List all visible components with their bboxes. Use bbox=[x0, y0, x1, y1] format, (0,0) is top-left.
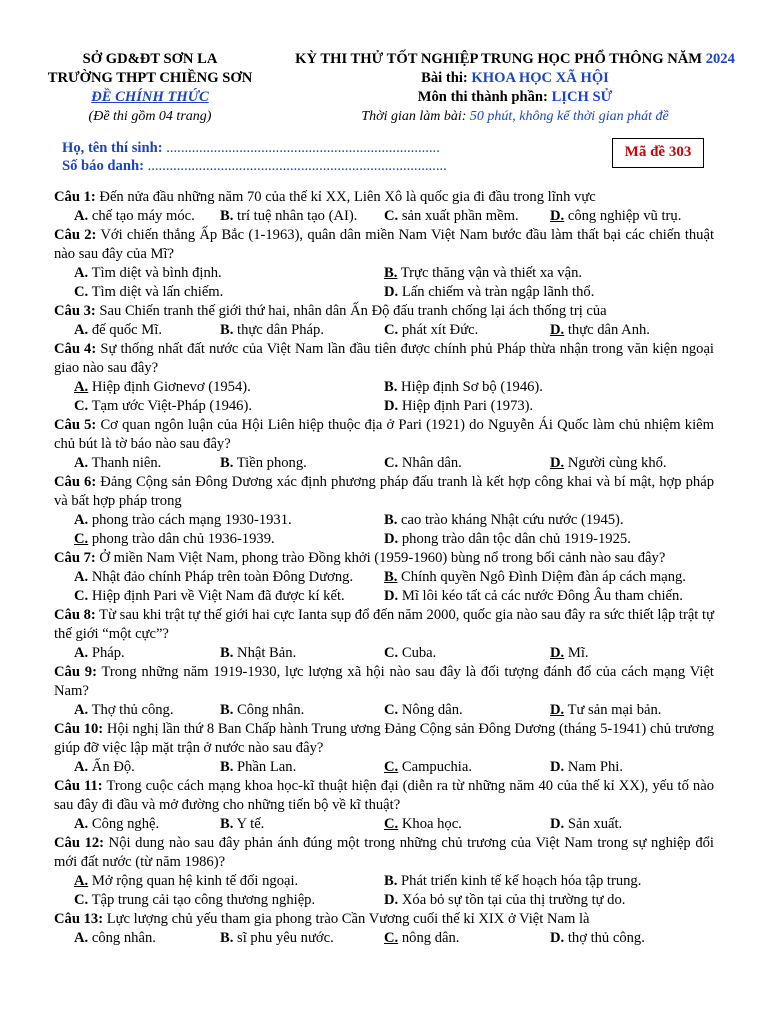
question-number: Câu 12: bbox=[54, 835, 105, 851]
option-text: nông dân. bbox=[398, 930, 460, 946]
option-letter: D. bbox=[384, 892, 399, 908]
option-text: Hiệp định Sơ bộ (1946). bbox=[397, 379, 543, 395]
option-text: Công nhân. bbox=[233, 702, 305, 718]
option-letter: D. bbox=[550, 322, 565, 338]
answer-options bbox=[54, 568, 714, 606]
option-letter: B. bbox=[220, 816, 234, 832]
subject-label: Môn thi thành phần: bbox=[417, 89, 548, 105]
option-letter: A. bbox=[74, 265, 89, 281]
option-a[interactable] bbox=[74, 815, 220, 834]
option-letter: B. bbox=[384, 265, 398, 281]
option-d[interactable] bbox=[550, 454, 714, 473]
option-letter: C. bbox=[384, 702, 399, 718]
option-text: Phát triển kinh tế kế hoạch hóa tập trung. bbox=[397, 873, 642, 889]
option-letter: B. bbox=[384, 569, 398, 585]
option-text: Chính quyền Ngô Đình Diệm đàn áp cách mạng. bbox=[397, 569, 686, 585]
option-letter: D. bbox=[550, 759, 565, 775]
exam-code-box: Mã đề 303 bbox=[612, 138, 704, 168]
option-text: thực dân Anh. bbox=[564, 322, 650, 338]
student-name-dots: ........................................................................... bbox=[166, 140, 440, 156]
option-letter: C. bbox=[74, 588, 89, 604]
option-text: phong trào cách mạng 1930-1931. bbox=[88, 512, 292, 528]
option-letter: C. bbox=[384, 455, 399, 471]
option-text: Nhân dân. bbox=[398, 455, 462, 471]
option-text: công nhân. bbox=[88, 930, 156, 946]
question-number: Câu 1: bbox=[54, 189, 96, 205]
option-text: Nông dân. bbox=[398, 702, 463, 718]
question-number: Câu 5: bbox=[54, 417, 97, 433]
option-text: thực dân Pháp. bbox=[233, 322, 324, 338]
question-text: Ở miền Nam Việt Nam, phong trào Đồng khởi (1959-1960) bùng nổ trong bối cảnh nào sau đây? bbox=[95, 550, 666, 566]
option-letter: B. bbox=[220, 930, 234, 946]
exam-value: KHOA HỌC XÃ HỘI bbox=[471, 70, 609, 86]
question-stem bbox=[54, 777, 714, 815]
question-text: Trong những năm 1919-1930, lực lượng xã hội nào sau đây là đối tượng đánh đổ của cách mạng Việt Nam? bbox=[54, 664, 714, 699]
option-letter: A. bbox=[74, 569, 89, 585]
option-letter: B. bbox=[220, 645, 234, 661]
exam-name-line bbox=[270, 69, 760, 88]
answer-options bbox=[54, 207, 714, 226]
question-text: Trong cuộc cách mạng khoa học-kĩ thuật hiện đại (diễn ra từ những năm 40 của thế kỉ XX), yếu tố nào sau đây đi đầu và mở đường cho những tiến bộ về kĩ thuật? bbox=[54, 778, 714, 813]
question-stem bbox=[54, 663, 714, 701]
option-letter: D. bbox=[550, 816, 565, 832]
header-left bbox=[30, 50, 270, 126]
option-text: Tập trung cải tạo công thương nghiệp. bbox=[88, 892, 316, 908]
option-text: Nhật đảo chính Pháp trên toàn Đông Dương. bbox=[88, 569, 354, 585]
option-letter: D. bbox=[550, 208, 565, 224]
question-number: Câu 10: bbox=[54, 721, 104, 737]
answer-options bbox=[54, 454, 714, 473]
answer-options bbox=[54, 321, 714, 340]
student-id-dots: .................................................................................. bbox=[147, 158, 447, 174]
question-number: Câu 6: bbox=[54, 474, 97, 490]
time-label: Thời gian làm bài: bbox=[361, 109, 467, 124]
question-number: Câu 9: bbox=[54, 664, 97, 680]
option-d[interactable] bbox=[384, 397, 714, 416]
option-b[interactable] bbox=[220, 758, 384, 777]
option-text: Công nghệ. bbox=[88, 816, 160, 832]
option-a[interactable] bbox=[74, 378, 384, 397]
option-text: sĩ phu yêu nước. bbox=[233, 930, 334, 946]
option-text: Mĩ. bbox=[564, 645, 589, 661]
option-text: Thợ thủ công. bbox=[88, 702, 174, 718]
answer-options bbox=[54, 815, 714, 834]
option-letter: A. bbox=[74, 816, 89, 832]
option-b[interactable] bbox=[220, 701, 384, 720]
question-stem bbox=[54, 340, 714, 378]
option-a[interactable] bbox=[74, 758, 220, 777]
question-text: Hội nghị lần thứ 8 Ban Chấp hành Trung ương Đảng Cộng sản Đông Dương (tháng 5-1941) chủ trương giúp đỡ việc lập mặt trận ở nước nào sau đây? bbox=[54, 721, 714, 756]
option-text: Ấn Độ. bbox=[88, 759, 135, 775]
answer-options bbox=[54, 644, 714, 663]
option-letter: C. bbox=[74, 398, 89, 414]
question-12 bbox=[54, 834, 714, 910]
option-text: Tiền phong. bbox=[233, 455, 307, 471]
option-c[interactable] bbox=[74, 530, 384, 549]
question-11 bbox=[54, 777, 714, 834]
option-letter: A. bbox=[74, 645, 89, 661]
question-text: Lực lượng chủ yếu tham gia phong trào Cần Vương cuối thế kỉ XIX ở Việt Nam là bbox=[103, 911, 590, 927]
option-letter: A. bbox=[74, 379, 89, 395]
option-text: cao trào kháng Nhật cứu nước (1945). bbox=[397, 512, 624, 528]
option-text: Người cùng khổ. bbox=[564, 455, 667, 471]
option-b[interactable] bbox=[384, 264, 714, 283]
option-c[interactable] bbox=[384, 701, 550, 720]
question-number: Câu 8: bbox=[54, 607, 96, 623]
option-letter: C. bbox=[74, 531, 89, 547]
option-letter: A. bbox=[74, 512, 89, 528]
option-letter: A. bbox=[74, 208, 89, 224]
exam-title-main: KỲ THI THỬ TỐT NGHIỆP TRUNG HỌC PHỔ THÔNG NĂM bbox=[295, 51, 703, 67]
option-a[interactable] bbox=[74, 568, 384, 587]
subject-value: LỊCH SỬ bbox=[551, 89, 613, 105]
option-letter: A. bbox=[74, 702, 89, 718]
option-b[interactable] bbox=[220, 929, 384, 948]
option-d[interactable] bbox=[384, 891, 714, 910]
option-text: phong trào dân tộc dân chủ 1919-1925. bbox=[398, 531, 631, 547]
option-text: sản xuất phần mềm. bbox=[398, 208, 519, 224]
option-text: thợ thủ công. bbox=[564, 930, 645, 946]
option-d[interactable] bbox=[550, 701, 714, 720]
question-number: Câu 13: bbox=[54, 911, 104, 927]
option-b[interactable] bbox=[384, 568, 714, 587]
option-letter: B. bbox=[220, 208, 234, 224]
answer-options bbox=[54, 511, 714, 549]
option-c[interactable] bbox=[384, 207, 550, 226]
option-b[interactable] bbox=[220, 207, 384, 226]
option-letter: D. bbox=[550, 930, 565, 946]
question-13 bbox=[54, 910, 714, 948]
option-letter: B. bbox=[220, 455, 234, 471]
option-b[interactable] bbox=[220, 644, 384, 663]
option-text: công nghiệp vũ trụ. bbox=[564, 208, 682, 224]
question-number: Câu 2: bbox=[54, 227, 97, 243]
option-text: Cuba. bbox=[398, 645, 437, 661]
option-text: Hiệp định Giơnevơ (1954). bbox=[88, 379, 251, 395]
option-letter: B. bbox=[384, 512, 398, 528]
option-d[interactable] bbox=[550, 644, 714, 663]
exam-label: Bài thi: bbox=[421, 70, 468, 86]
school-name: TRƯỜNG THPT CHIỀNG SƠN bbox=[47, 70, 253, 86]
option-text: Tìm diệt và lấn chiếm. bbox=[88, 284, 224, 300]
question-text: Đến nửa đầu những năm 70 của thế kỉ XX, Liên Xô là quốc gia đi đầu trong lĩnh vực bbox=[95, 189, 596, 205]
question-2 bbox=[54, 226, 714, 302]
option-c[interactable] bbox=[74, 397, 384, 416]
question-text: Từ sau khi trật tự thế giới hai cực Ianta sụp đổ đến năm 2000, quốc gia nào sau đây ra sức thiết lập trật tự thế giới “một cực”? bbox=[54, 607, 714, 642]
option-text: chế tạo máy móc. bbox=[88, 208, 195, 224]
question-number: Câu 3: bbox=[54, 303, 96, 319]
option-text: Nam Phi. bbox=[564, 759, 623, 775]
option-letter: D. bbox=[550, 702, 565, 718]
question-1 bbox=[54, 188, 714, 226]
time-value: 50 phút, không kể thời gian phát đề bbox=[469, 109, 669, 124]
option-c[interactable] bbox=[384, 454, 550, 473]
option-b[interactable] bbox=[384, 872, 714, 891]
option-letter: D. bbox=[384, 284, 399, 300]
option-letter: B. bbox=[220, 759, 234, 775]
subject-line bbox=[270, 88, 760, 107]
option-a[interactable] bbox=[74, 321, 220, 340]
option-letter: B. bbox=[220, 322, 234, 338]
question-3 bbox=[54, 302, 714, 340]
option-letter: C. bbox=[384, 759, 399, 775]
header-right bbox=[270, 50, 760, 126]
option-a[interactable] bbox=[74, 511, 384, 530]
question-stem bbox=[54, 606, 714, 644]
student-info bbox=[62, 139, 447, 175]
option-text: Trực thăng vận và thiết xa vận. bbox=[397, 265, 583, 281]
option-text: phát xít Đức. bbox=[398, 322, 479, 338]
question-stem bbox=[54, 188, 714, 207]
answer-options bbox=[54, 929, 714, 948]
option-c[interactable] bbox=[384, 321, 550, 340]
option-text: Nhật Bản. bbox=[233, 645, 297, 661]
question-7 bbox=[54, 549, 714, 606]
option-text: Tìm diệt và bình định. bbox=[88, 265, 222, 281]
answer-options bbox=[54, 378, 714, 416]
option-letter: D. bbox=[550, 645, 565, 661]
option-letter: A. bbox=[74, 322, 89, 338]
option-text: đế quốc Mĩ. bbox=[88, 322, 162, 338]
option-letter: C. bbox=[384, 645, 399, 661]
option-a[interactable] bbox=[74, 701, 220, 720]
student-id-line[interactable] bbox=[62, 157, 447, 175]
option-d[interactable] bbox=[384, 587, 714, 606]
option-d[interactable] bbox=[550, 815, 714, 834]
option-letter: D. bbox=[384, 531, 399, 547]
student-name-label: Họ, tên thí sinh: bbox=[62, 140, 163, 156]
exam-title-year: 2024 bbox=[705, 51, 735, 67]
question-text: Cơ quan ngôn luận của Hội Liên hiệp thuộc địa ở Pari (1921) do Nguyễn Ái Quốc làm chủ nhiệm kiêm chủ bút là tờ báo nào sau đây? bbox=[54, 417, 714, 452]
option-letter: C. bbox=[384, 816, 399, 832]
option-text: Mở rộng quan hệ kinh tế đối ngoại. bbox=[88, 873, 299, 889]
option-b[interactable] bbox=[220, 454, 384, 473]
option-letter: A. bbox=[74, 455, 89, 471]
question-number: Câu 4: bbox=[54, 341, 97, 357]
option-b[interactable] bbox=[384, 378, 714, 397]
question-6 bbox=[54, 473, 714, 549]
option-d[interactable] bbox=[550, 321, 714, 340]
option-text: Tạm ước Việt-Pháp (1946). bbox=[88, 398, 252, 414]
question-text: Nội dung nào sau đây phản ánh đúng một trong những chủ trương của Việt Nam trong sự nghiệp đổi mới đất nước (từ năm 1986)? bbox=[54, 835, 714, 870]
time-line bbox=[270, 107, 760, 126]
option-text: Lấn chiếm và tràn ngập lãnh thổ. bbox=[398, 284, 595, 300]
question-stem bbox=[54, 834, 714, 872]
option-text: trí tuệ nhân tạo (AI). bbox=[233, 208, 358, 224]
option-a[interactable] bbox=[74, 207, 220, 226]
question-4 bbox=[54, 340, 714, 416]
question-5 bbox=[54, 416, 714, 473]
option-text: Tư sản mại bản. bbox=[564, 702, 662, 718]
option-letter: C. bbox=[384, 322, 399, 338]
option-text: Campuchia. bbox=[398, 759, 472, 775]
option-text: Mĩ lôi kéo tất cả các nước Đông Âu tham chiến. bbox=[398, 588, 683, 604]
question-stem bbox=[54, 473, 714, 511]
question-text: Sự thống nhất đất nước của Việt Nam lần đầu tiên được chính phủ Pháp thừa nhận trong văn kiện ngoại giao nào sau đây? bbox=[54, 341, 714, 376]
option-b[interactable] bbox=[384, 511, 714, 530]
option-letter: B. bbox=[384, 873, 398, 889]
question-8 bbox=[54, 606, 714, 663]
question-stem bbox=[54, 720, 714, 758]
option-c[interactable] bbox=[384, 644, 550, 663]
option-d[interactable] bbox=[384, 283, 714, 302]
option-letter: A. bbox=[74, 930, 89, 946]
answer-options bbox=[54, 872, 714, 910]
option-letter: D. bbox=[384, 588, 399, 604]
question-stem bbox=[54, 549, 714, 568]
question-stem bbox=[54, 226, 714, 264]
question-number: Câu 7: bbox=[54, 550, 96, 566]
option-letter: C. bbox=[74, 892, 89, 908]
option-letter: B. bbox=[220, 702, 234, 718]
option-letter: C. bbox=[74, 284, 89, 300]
official-label: ĐỀ CHÍNH THỨC bbox=[91, 89, 209, 105]
option-letter: D. bbox=[384, 398, 399, 414]
option-text: Y tế. bbox=[233, 816, 265, 832]
option-text: Xóa bỏ sự tồn tại của thị trường tự do. bbox=[398, 892, 626, 908]
option-d[interactable] bbox=[550, 207, 714, 226]
option-b[interactable] bbox=[220, 815, 384, 834]
option-text: Sản xuất. bbox=[564, 816, 623, 832]
option-c[interactable] bbox=[74, 283, 384, 302]
option-c[interactable] bbox=[74, 891, 384, 910]
option-a[interactable] bbox=[74, 644, 220, 663]
department-name: SỞ GD&ĐT SƠN LA bbox=[82, 51, 218, 67]
student-name-line[interactable] bbox=[62, 139, 447, 157]
student-id-label: Số báo danh: bbox=[62, 158, 144, 174]
option-c[interactable] bbox=[384, 815, 550, 834]
question-text: Đảng Cộng sản Đông Dương xác định phương pháp đấu tranh là kết hợp công khai và bí mật, hợp pháp và bất hợp pháp trong bbox=[54, 474, 714, 509]
option-text: Hiệp định Pari (1973). bbox=[398, 398, 534, 414]
question-10 bbox=[54, 720, 714, 777]
question-text: Với chiến thắng Ấp Bắc (1-1963), quân dân miền Nam Việt Nam bước đầu làm thất bại các chiến thuật nào sau đây của Mĩ? bbox=[54, 227, 715, 262]
question-list bbox=[54, 188, 714, 948]
option-text: Khoa học. bbox=[398, 816, 462, 832]
answer-options bbox=[54, 758, 714, 777]
option-text: Hiệp định Pari về Việt Nam đã được kí kết. bbox=[88, 588, 345, 604]
option-d[interactable] bbox=[550, 758, 714, 777]
option-text: phong trào dân chủ 1936-1939. bbox=[88, 531, 275, 547]
option-letter: D. bbox=[550, 455, 565, 471]
question-text: Sau Chiến tranh thế giới thứ hai, nhân dân Ấn Độ đấu tranh chống lại ách thống trị của bbox=[95, 303, 607, 319]
question-number: Câu 11: bbox=[54, 778, 103, 794]
option-letter: C. bbox=[384, 208, 399, 224]
option-text: Thanh niên. bbox=[88, 455, 162, 471]
option-text: Phần Lan. bbox=[233, 759, 297, 775]
option-d[interactable] bbox=[550, 929, 714, 948]
option-c[interactable] bbox=[384, 758, 550, 777]
exam-title bbox=[270, 50, 760, 69]
question-9 bbox=[54, 663, 714, 720]
option-a[interactable] bbox=[74, 872, 384, 891]
option-a[interactable] bbox=[74, 264, 384, 283]
option-letter: C. bbox=[384, 930, 399, 946]
option-letter: A. bbox=[74, 873, 89, 889]
option-letter: B. bbox=[384, 379, 398, 395]
option-text: Pháp. bbox=[88, 645, 125, 661]
option-a[interactable] bbox=[74, 454, 220, 473]
option-c[interactable] bbox=[74, 587, 384, 606]
page-count-note: (Đề thi gồm 04 trang) bbox=[88, 109, 212, 124]
question-stem bbox=[54, 416, 714, 454]
answer-options bbox=[54, 701, 714, 720]
option-a[interactable] bbox=[74, 929, 220, 948]
answer-options bbox=[54, 264, 714, 302]
option-d[interactable] bbox=[384, 530, 714, 549]
option-b[interactable] bbox=[220, 321, 384, 340]
question-stem bbox=[54, 302, 714, 321]
option-c[interactable] bbox=[384, 929, 550, 948]
question-stem bbox=[54, 910, 714, 929]
option-letter: A. bbox=[74, 759, 89, 775]
